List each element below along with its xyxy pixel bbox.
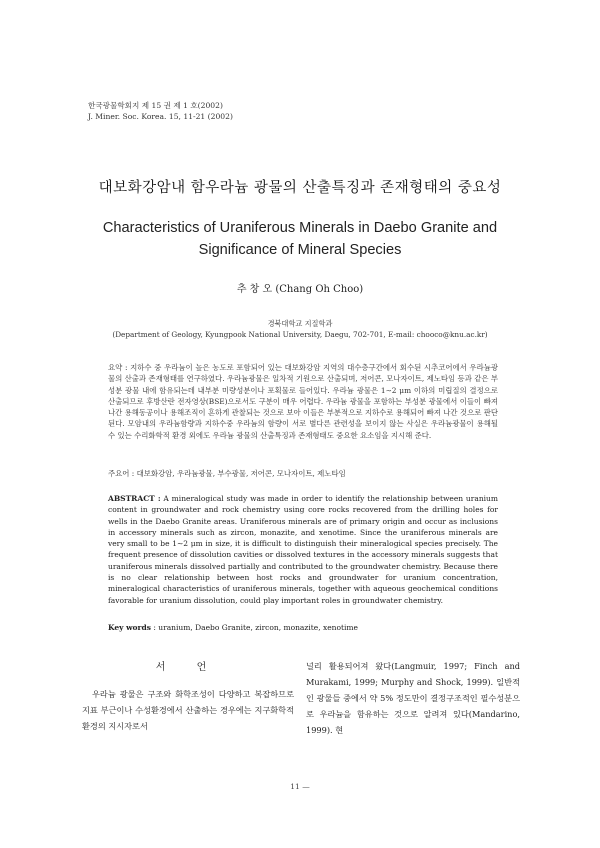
title-english: Characteristics of Uraniferous Minerals in Daebo Granite and Significance of Mineral Species [102,220,498,258]
author: 추 창 오 (Chang Oh Choo) [236,284,364,295]
affiliation-english: (Department of Geology, Kyungpook National University, Daegu, 702-701, E-mail: chooco@knu.ac.kr) [112,330,488,339]
keywords-label: Key words [108,623,151,632]
abstract-label: ABSTRACT : [108,494,161,503]
title-korean: 대보화강암내 함우라늄 광물의 산출특징과 존재형태의 중요성 [98,180,502,196]
abstract-korean: 요약 : 지하수 중 우라늄이 높은 농도로 포함되어 있는 대보화강암 지역의 대수층구간에서 회수된 시추코어에서 우라늄광물의 산출과 존재형태를 연구하였다. 우라늄광물은 일차적 기원으로 산출되며, 저어콘, 모나자이트, 제노타임 등과 같은 부성분 광물 내에 함유되는데 내부분 미량성분이나 포획물로 들어있다. 우라늄 광물은 1∼2 μm 이하의 미립질의 결정으로 산출되므로 후방산란 전자영상(BSE)으로서도 구분이 매우 어렵다. 우라늄 광물을 포함하는 부성분 광물에서 이들이 빠져 나간 용해동공이나 용해조직이 흔하게 관찰되는 것으로 보아 이들은 부분적으로 지하수로 용해되어 빠져 나간 것으로 판단된다. 모암내의 우라늄함량과 지하수중 우라늄의 함량이 서로 별다른 관련성을 보이지 않는 사실은 우라늄광물이 용해될 수 있는 수리화학적 환경 외에도 우라늄 광물의 산출특징과 존재형태도 중요한 요소임을 지시해 준다. [108,363,498,440]
journal-citation-ko: 한국광물학회지 제 15 권 제 1 호(2002) [88,101,223,110]
section-heading-introduction: 서 언 [155,662,221,673]
keywords-english-text: : uranium, Daebo Granite, zircon, monazite, xenotime [150,623,358,632]
abstract-english [108,493,498,606]
page-number: 11 — [290,782,310,791]
journal-citation-en: J. Miner. Soc. Korea. 15, 11-21 (2002) [88,112,233,121]
journal-citation [88,100,233,122]
keywords-korean: 주요어 : 대보화강암, 우라늄광물, 부수광물, 저어콘, 모나자이트, 제노타임 [108,469,346,478]
abstract-english-text: A mineralogical study was made in order to identify the relationship between uranium content in groundwater and rock chemistry using core rocks recovered from the drilling holes for wells in the Daebo Granite areas. Uraniferous minerals are of primary origin and occur as inclusions in accessory minerals such as zircon, monazite, and xenotime. Since the uraniferous minerals are very small to be 1∼2 μm in size, it is difficult to distinguish their mineralogical species precisely. The frequent presence of dissolution cavities or dissolved textures in the accessory minerals suggests that uraniferous minerals dissolved partially and contributed to the groundwater chemistry. Because there is no clear relationship between host rocks and groundwater for uranium concentration, mineralogical characteristics of uraniferous minerals, together with aqueous geochemical conditions favorable for uranium dissolution, could play important roles in groundwater chemistry. [108,494,498,605]
affiliation-korean: 경북대학교 지질학과 [267,319,333,328]
intro-text-right-column: 널리 활용되어져 왔다(Langmuir, 1997; Finch and Murakami, 1999; Murphy and Shock, 1999). 일반적인 광물들 중에서 약 5% 정도만이 결정구조적인 필수성분으로 우라늄을 함유하는 것으로 알려져 있다(Mandarino, 1999). 현 [306,661,520,735]
keywords-english [108,623,498,632]
intro-text-left-column: 우라늄 광물은 구조와 화학조성이 다양하고 복잡하므로 지표 부근이나 수성환경에서 산출하는 경우에는 지구화학적 환경의 지시자로서 [82,689,294,731]
